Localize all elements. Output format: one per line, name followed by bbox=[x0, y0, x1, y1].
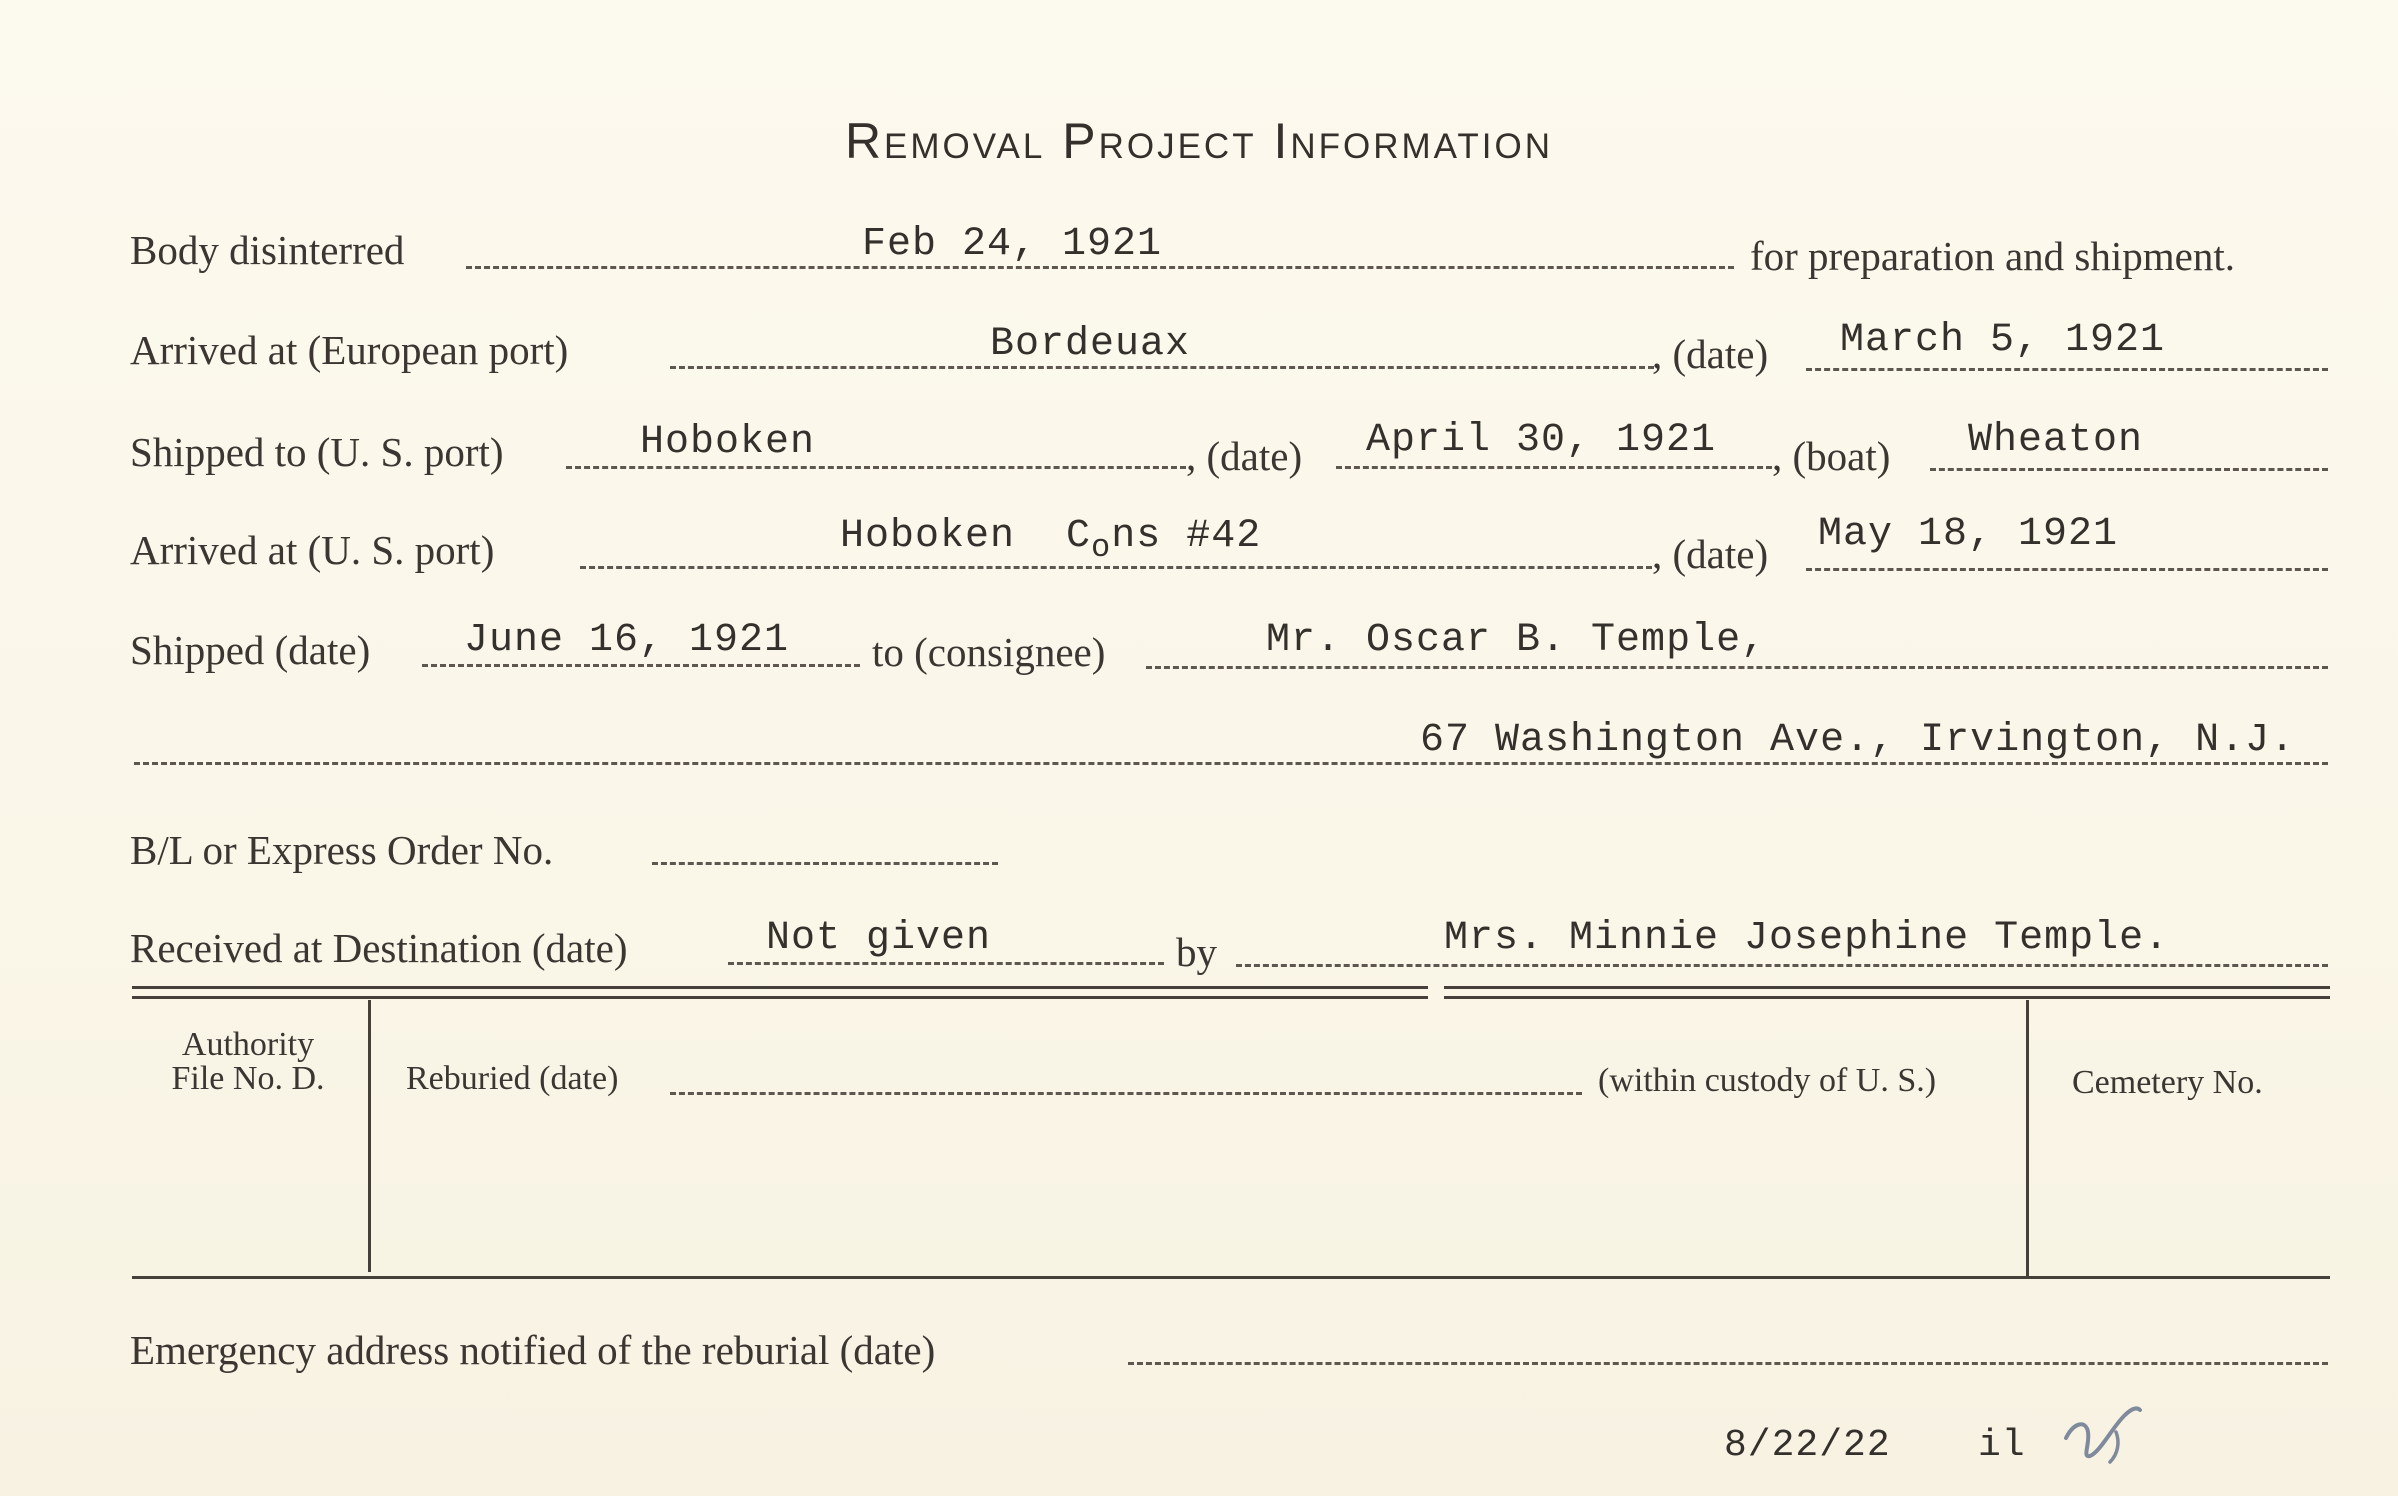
rule-top-left-1 bbox=[132, 986, 1428, 989]
received-value: Not given bbox=[766, 916, 992, 961]
received-by: Mrs. Minnie Josephine Temple. bbox=[1444, 916, 2170, 961]
reburied-label: Reburied (date) bbox=[406, 1060, 619, 1097]
cons-sub: o bbox=[1091, 529, 1112, 566]
received-label: Received at Destination (date) bbox=[130, 925, 628, 971]
consignee-address: 67 Washington Ave., Irvington, N.J. bbox=[1420, 718, 2296, 763]
boat-label: , (boat) bbox=[1772, 433, 1891, 479]
shipped-to-label: Shipped to (U. S. port) bbox=[130, 429, 504, 475]
emergency-label: Emergency address notified of the reburial (date) bbox=[130, 1327, 936, 1373]
reburied-line bbox=[670, 1092, 1582, 1095]
arrived-european-date-line bbox=[1806, 368, 2328, 371]
handwritten-initial-mark bbox=[2060, 1398, 2150, 1468]
bl-line bbox=[652, 862, 998, 865]
received-by-line bbox=[1236, 964, 2328, 967]
consignee-label: to (consignee) bbox=[872, 629, 1106, 675]
date-label-3: , (date) bbox=[1652, 531, 1769, 577]
shipped-to-date: April 30, 1921 bbox=[1366, 418, 1717, 463]
by-label: by bbox=[1176, 929, 1217, 975]
body-disinterred-value: Feb 24, 1921 bbox=[862, 222, 1163, 267]
shipped-date-line bbox=[422, 664, 860, 667]
footer-initials: il bbox=[1978, 1424, 2026, 1467]
rule-top-right-2 bbox=[1444, 996, 2330, 999]
boat-value: Wheaton bbox=[1968, 418, 2144, 463]
body-disinterred-label: Body disinterred bbox=[130, 227, 405, 273]
shipped-date-value: June 16, 1921 bbox=[464, 618, 790, 663]
authority-line1: Authority bbox=[181, 1026, 315, 1063]
emergency-line bbox=[1128, 1362, 2328, 1365]
authority-line2: File No. D. bbox=[171, 1060, 325, 1097]
shipped-date-label: Shipped (date) bbox=[130, 627, 371, 673]
box-divider-left bbox=[368, 1000, 371, 1272]
bl-label: B/L or Express Order No. bbox=[130, 827, 554, 873]
arrived-european-value: Bordeuax bbox=[990, 322, 1191, 367]
arrived-us-date: May 18, 1921 bbox=[1818, 512, 2119, 557]
authority-label bbox=[150, 1028, 346, 1096]
box-divider-right bbox=[2026, 1000, 2029, 1278]
boat-line bbox=[1930, 468, 2328, 471]
arrived-us-label: Arrived at (U. S. port) bbox=[130, 527, 495, 573]
arrived-us-cons bbox=[1066, 514, 1262, 566]
rule-top-left-2 bbox=[132, 996, 1428, 999]
arrived-us-date-line bbox=[1806, 568, 2328, 571]
arrived-european-label: Arrived at (European port) bbox=[130, 327, 569, 373]
cons-c: C bbox=[1066, 514, 1092, 559]
arrived-us-line bbox=[580, 566, 1652, 569]
cemetery-label: Cemetery No. bbox=[2072, 1064, 2263, 1101]
rule-bottom bbox=[132, 1276, 2330, 1279]
footer-date: 8/22/22 bbox=[1724, 1424, 1891, 1467]
arrived-european-date: March 5, 1921 bbox=[1840, 318, 2166, 363]
date-label-2: , (date) bbox=[1186, 433, 1303, 479]
card-heading: Removal Project Information bbox=[844, 113, 1554, 169]
cons-rest: ns #42 bbox=[1111, 514, 1262, 559]
shipped-to-date-line bbox=[1336, 466, 1772, 469]
for-preparation-label: for preparation and shipment. bbox=[1750, 233, 2236, 279]
shipped-to-line bbox=[566, 466, 1186, 469]
rule-top-right-1 bbox=[1444, 986, 2330, 989]
custody-label: (within custody of U. S.) bbox=[1598, 1062, 1937, 1099]
date-label-1: , (date) bbox=[1652, 331, 1769, 377]
arrived-us-value: Hoboken bbox=[840, 514, 1016, 559]
consignee-line bbox=[1146, 666, 2328, 669]
received-line bbox=[728, 962, 1164, 965]
shipped-to-value: Hoboken bbox=[640, 420, 816, 465]
consignee-value: Mr. Oscar B. Temple, bbox=[1266, 618, 1767, 663]
